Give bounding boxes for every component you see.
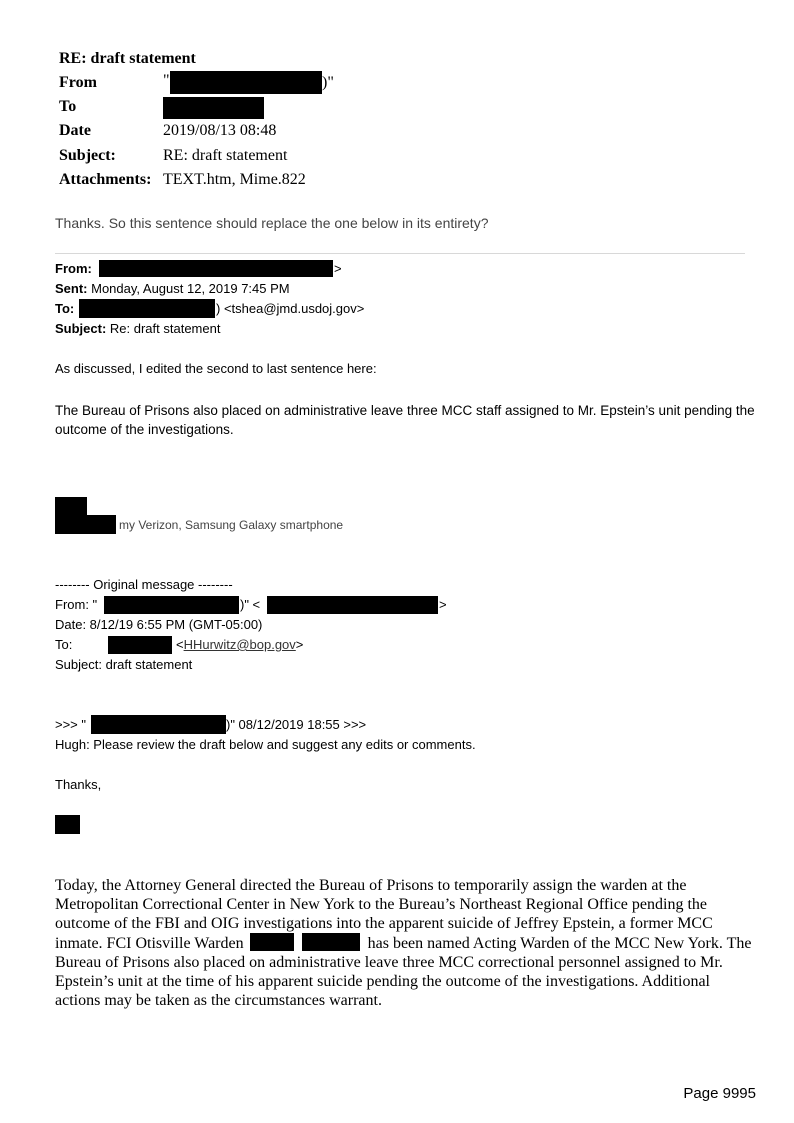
quoted-from-suffix: > [334, 261, 342, 276]
draft-statement [55, 876, 755, 1010]
subject-value: RE: draft statement [163, 147, 288, 164]
original-to-gt: > [295, 637, 304, 652]
statement-part1: Today, the Attorney General directed the Bureau of Prisons to temporarily assign the warden at the Metropolitan Correctional Center in New York to the Bureau’s Northeast Regional Office pending the outcome of the FBI and OIG investigations into the apparent suicide of Jeffrey Epstein, a former MCC inmate. FCI Otisville Warden [55, 877, 713, 952]
redaction-signature-bottom [55, 515, 116, 534]
forward-prefix: >>> " [55, 717, 87, 732]
quoted-from-label: From: [55, 261, 92, 276]
reply-text: Thanks. So this sentence should replace the one below in its entirety? [55, 215, 489, 231]
from-close: )" [322, 74, 334, 91]
redaction-original-from-email [267, 596, 438, 614]
original-from-label: From: " [55, 597, 98, 612]
original-from-end: > [439, 597, 447, 612]
redaction-quoted-from [99, 260, 333, 277]
original-to-lt: < [176, 637, 184, 652]
quoted-body-intro: As discussed, I edited the second to last sentence here: [55, 361, 377, 376]
redaction-warden-last [302, 933, 360, 951]
quoted-to-line [55, 301, 74, 316]
subject-label: Subject: [59, 147, 116, 164]
date-value: 2019/08/13 08:48 [163, 122, 277, 139]
page-number: Page 9995 [683, 1085, 756, 1102]
forward-suffix: )" 08/12/2019 18:55 >>> [226, 717, 367, 732]
to-label: To [59, 98, 77, 115]
original-to-link[interactable]: HHurwitz@bop.gov [183, 637, 296, 652]
redaction-warden-first [250, 933, 294, 951]
forward-thanks: Thanks, [55, 777, 102, 792]
email-title: RE: draft statement [59, 50, 196, 67]
redaction-original-from-name [104, 596, 239, 614]
date-label: Date [59, 122, 91, 139]
forward-request: Hugh: Please review the draft below and suggest any edits or comments. [55, 737, 476, 752]
quoted-to-value: ) <tshea@jmd.usdoj.gov> [216, 301, 365, 316]
from-open-quote: " [163, 72, 170, 89]
quoted-sent-line [55, 281, 290, 296]
redaction-to [163, 97, 264, 119]
quoted-to-label: To: [55, 301, 75, 316]
original-date: Date: 8/12/19 6:55 PM (GMT-05:00) [55, 617, 263, 632]
statement-part2: has been named Acting Warden of the MCC New York. The Bureau of Prisons also placed on administrative leave three MCC correctional personnel assigned to Mr. Epstein’s unit at the time of his apparent suicide pending the outcome of the investigations. Additional actions may be taken as the circumstances warrant. [55, 935, 752, 1009]
quoted-subject-line [55, 321, 220, 336]
original-marker: -------- Original message -------- [55, 577, 233, 592]
redaction-quoted-to [79, 299, 215, 318]
quoted-subject-value: Re: draft statement [106, 321, 221, 336]
divider [55, 253, 745, 254]
original-to-address [176, 637, 303, 652]
original-from-mid: )" < [240, 597, 261, 612]
from-label: From [59, 74, 97, 91]
quoted-subject-label: Subject: [55, 321, 107, 336]
redaction-signature-top [55, 497, 87, 517]
original-subject: Subject: draft statement [55, 657, 193, 672]
attachments-label: Attachments: [59, 171, 152, 188]
redaction-forward-sender [91, 715, 226, 734]
quoted-body-sentence: The Bureau of Prisons also placed on administrative leave three MCC staff assigned to Mr. Epstein’s unit pending the outcome of the investigations. [55, 403, 755, 437]
quoted-from-line [55, 261, 92, 276]
signature-text: my Verizon, Samsung Galaxy smartphone [119, 518, 344, 532]
quoted-sent-label: Sent: [55, 281, 88, 296]
redaction-original-to [108, 636, 172, 654]
redaction-from [170, 71, 322, 94]
original-to-label: To: [55, 637, 73, 652]
quoted-sent-value: Monday, August 12, 2019 7:45 PM [87, 281, 290, 296]
attachments-value: TEXT.htm, Mime.822 [163, 171, 306, 188]
redaction-forward-signature [55, 815, 80, 834]
